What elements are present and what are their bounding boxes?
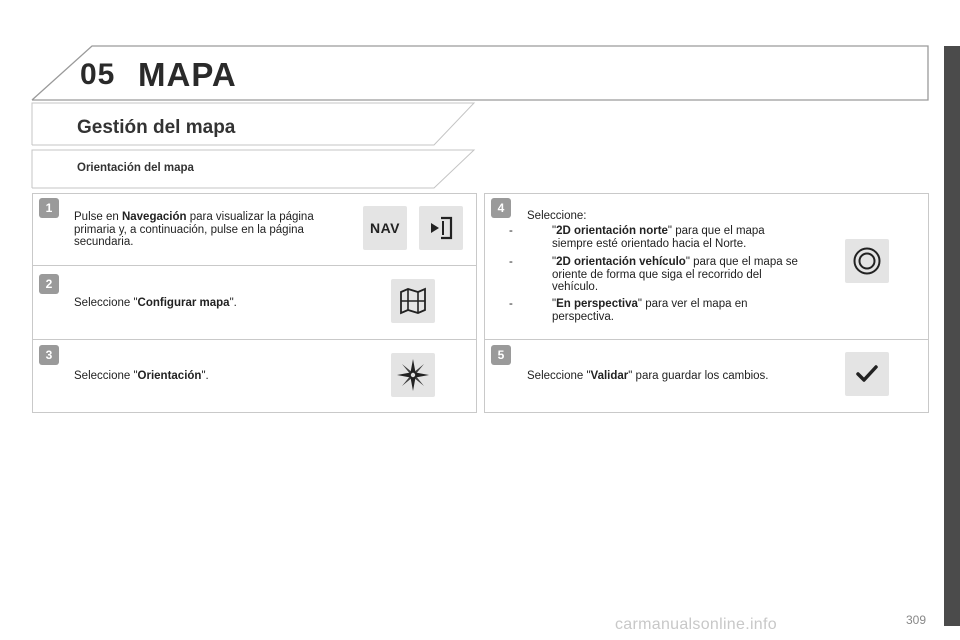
compass-rose-icon bbox=[396, 358, 430, 392]
divider bbox=[484, 339, 928, 340]
chapter-number: 05 bbox=[80, 58, 116, 91]
checkmark-icon bbox=[855, 362, 879, 386]
watermark: carmanualsonline.info bbox=[615, 616, 777, 633]
chapter-title: MAPA bbox=[138, 56, 237, 93]
step-4-intro: Seleccione: bbox=[527, 210, 587, 222]
nav-button[interactable] bbox=[363, 206, 407, 250]
section-title: Gestión del mapa bbox=[77, 117, 236, 138]
orientation-button[interactable] bbox=[391, 353, 435, 397]
step-4-badge: 4 bbox=[491, 198, 511, 218]
step-1-badge: 1 bbox=[39, 198, 59, 218]
step-3-text: Seleccione "Orientación". bbox=[74, 370, 209, 382]
page-forward-button[interactable] bbox=[419, 206, 463, 250]
step-3-badge: 3 bbox=[39, 345, 59, 365]
step-5-badge: 5 bbox=[491, 345, 511, 365]
subsection-title: Orientación del mapa bbox=[77, 162, 194, 174]
page-number: 309 bbox=[906, 613, 927, 627]
step-1-text: Pulse en Navegación para visualizar la página primaria y, a continuación, pulse en la página secundaria. bbox=[74, 211, 314, 248]
step-5-text: Seleccione "Validar" para guardar los cambios. bbox=[527, 370, 769, 382]
orientation-mode-button[interactable] bbox=[845, 239, 889, 283]
divider bbox=[32, 339, 476, 340]
target-icon bbox=[852, 246, 882, 276]
nav-label: NAV bbox=[369, 220, 401, 236]
step-2-badge: 2 bbox=[39, 274, 59, 294]
map-icon bbox=[398, 286, 428, 316]
validate-button[interactable] bbox=[845, 352, 889, 396]
step-2-text: Seleccione "Configurar mapa". bbox=[74, 297, 237, 309]
configure-map-button[interactable] bbox=[391, 279, 435, 323]
page-forward-icon bbox=[428, 215, 454, 241]
divider bbox=[32, 265, 476, 266]
